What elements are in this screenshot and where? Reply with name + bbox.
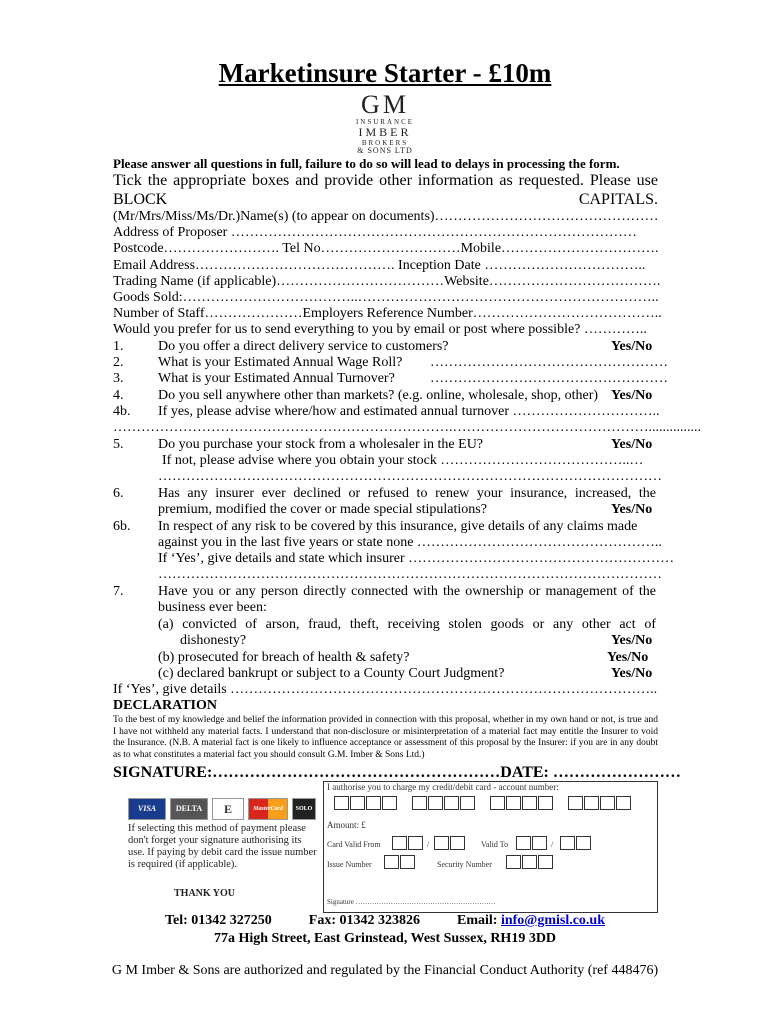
signature-field[interactable]: Signature ……………………………………………………: [327, 898, 496, 906]
question-number: 1.: [113, 339, 124, 354]
card-authorise-label: I authorise you to charge my credit/debit card - account number:: [327, 782, 559, 792]
question-7-text-2: business ever been:: [158, 600, 267, 615]
account-number-box[interactable]: [444, 796, 459, 810]
question-5-yes-no[interactable]: Yes/No: [611, 437, 653, 452]
account-number-box[interactable]: [506, 796, 521, 810]
declaration-heading: DECLARATION: [113, 698, 217, 713]
form-title: Marketinsure Starter - £10m: [218, 58, 552, 88]
question-7-text: Have you or any person directly connected with the ownership or management of the: [158, 584, 656, 599]
question-7b-yes-no[interactable]: Yes/No: [607, 650, 649, 665]
account-number-box[interactable]: [616, 796, 631, 810]
logo-insurance: INSURANCE: [355, 118, 415, 126]
account-number-box[interactable]: [600, 796, 615, 810]
security-number-box[interactable]: [506, 855, 521, 869]
question-number: 4b.: [113, 404, 131, 419]
valid-from-box[interactable]: [408, 836, 423, 850]
valid-from-box[interactable]: [434, 836, 449, 850]
valid-to-box[interactable]: [532, 836, 547, 850]
question-5-text: Do you purchase your stock from a wholesaler in the EU?: [158, 437, 484, 452]
question-4-yes-no[interactable]: Yes/No: [611, 388, 653, 403]
issue-number-label: Issue Number: [327, 860, 372, 869]
account-number-box[interactable]: [412, 796, 427, 810]
account-number-box[interactable]: [584, 796, 599, 810]
question-6b-text-2[interactable]: against you in the last five years or state none ……………………………………………..: [158, 535, 662, 550]
logo-gm: GM: [361, 90, 409, 119]
question-number: 3.: [113, 371, 124, 386]
telephone: Tel: 01342 327250: [164, 913, 272, 928]
goods-sold-field[interactable]: Goods Sold:………………………………..………………………………………………………..: [113, 290, 659, 305]
account-number-box[interactable]: [334, 796, 349, 810]
company-logo: [320, 92, 450, 155]
mastercard-logo: MasterCard: [248, 798, 288, 820]
logo-sons: & SONS LTD: [357, 146, 413, 155]
question-6-text-2: premium, modified the cover or made special stipulations?: [158, 502, 487, 517]
electron-logo: E: [212, 798, 244, 820]
question-number: 5.: [113, 437, 124, 452]
slash-separator: /: [551, 840, 554, 849]
question-3-answer-field[interactable]: ……………………………………………: [430, 371, 668, 386]
question-6b-text-3[interactable]: If ‘Yes’, give details and state which insurer …………………………………………………: [158, 551, 675, 566]
account-number-box[interactable]: [428, 796, 443, 810]
issue-number-box[interactable]: [384, 855, 399, 869]
fca-statement: G M Imber & Sons are authorized and regulated by the Financial Conduct Authority (ref 448476): [111, 963, 659, 978]
account-number-box[interactable]: [382, 796, 397, 810]
question-4b-continuation[interactable]: ……………………………………………………………….……………………………………...............: [113, 420, 701, 435]
question-4b-text[interactable]: If yes, please advise where/how and estimated annual turnover …………………………..: [158, 404, 660, 419]
question-number: 6b.: [113, 519, 131, 534]
signature-date-line[interactable]: SIGNATURE:………………………………………………DATE: ……………………: [113, 764, 681, 781]
address-field[interactable]: Address of Proposer ……………………………………………………………………………: [113, 225, 637, 240]
delta-logo: DELTA: [170, 798, 208, 820]
question-6b-text: In respect of any risk to be covered by this insurance, give details of any claims made: [158, 519, 638, 534]
declaration-text: To the best of my knowledge and belief the information provided in connection with this proposal, whether in my own hand or not, is true and I have not withheld any material facts. I understand that non-disclosure or misinterpretation of a material fact may entitle the Insurer to void the Insurance. (N.B. A material fact is one likely to influence acceptance or assessment of this proposal by the Insurer: if you are in any doubt as to what constitutes a material fact you should consult G.M. Imber & Sons Ltd.): [113, 715, 658, 760]
slash-separator: /: [427, 840, 430, 849]
question-number: 2.: [113, 355, 124, 370]
account-number-box[interactable]: [490, 796, 505, 810]
question-7a-yes-no[interactable]: Yes/No: [611, 633, 653, 648]
logo-brokers: BROKERS: [361, 139, 409, 147]
valid-to-label: Valid To: [481, 840, 509, 849]
account-number-box[interactable]: [522, 796, 537, 810]
trading-website-field[interactable]: Trading Name (if applicable)………………………………Website……………………………….: [113, 274, 661, 289]
security-number-box[interactable]: [538, 855, 553, 869]
valid-from-label: Card Valid From: [327, 840, 381, 849]
question-5-continuation[interactable]: ………………………………………………………………………………………………: [158, 469, 662, 484]
question-2-text: What is your Estimated Annual Wage Roll?: [158, 355, 403, 370]
postcode-tel-mobile-field[interactable]: Postcode……………………. Tel No…………………………Mobile…………………………….: [113, 241, 659, 256]
name-field[interactable]: (Mr/Mrs/Miss/Ms/Dr.)Name(s) (to appear on documents)…………………………………………: [113, 209, 659, 224]
question-7a-text: (a) convicted of arson, fraud, theft, receiving stolen goods or any other act of: [158, 617, 656, 632]
question-5-sub[interactable]: If not, please advise where you obtain your stock …………………………………..…: [162, 453, 644, 468]
if-yes-details-field[interactable]: If ‘Yes’, give details ………………………………………………………………………………..: [113, 682, 658, 697]
form-notice: Please answer all questions in full, failure to do so will lead to delays in processing the form.: [113, 156, 620, 171]
question-1-yes-no[interactable]: Yes/No: [611, 339, 653, 354]
issue-number-box[interactable]: [400, 855, 415, 869]
amount-label: Amount: £: [327, 820, 366, 830]
question-4-text: Do you sell anywhere other than markets? (e.g. online, wholesale, shop, other): [158, 388, 599, 403]
question-number: 4.: [113, 388, 124, 403]
question-7c-text: (c) declared bankrupt or subject to a County Court Judgment?: [158, 666, 505, 681]
account-number-box[interactable]: [538, 796, 553, 810]
fax: Fax: 01342 323826: [308, 913, 421, 928]
valid-to-box[interactable]: [516, 836, 531, 850]
instruction-text: Tick the appropriate boxes and provide other information as requested. Please use BLOCK CAPITALS.: [113, 172, 658, 208]
security-number-label: Security Number: [437, 860, 492, 869]
visa-logo: VISA: [128, 798, 166, 820]
question-number: 6.: [113, 486, 124, 501]
account-number-box[interactable]: [568, 796, 583, 810]
question-6b-continuation[interactable]: ………………………………………………………………………………………………: [158, 567, 662, 582]
solo-logo: SOLO: [292, 798, 316, 820]
valid-from-box[interactable]: [392, 836, 407, 850]
email-link[interactable]: info@gmisl.co.uk: [500, 913, 606, 928]
contact-line: [0, 913, 770, 929]
question-2-answer-field[interactable]: ……………………………………………: [430, 355, 668, 370]
thank-you: THANK YOU: [174, 888, 236, 899]
question-1-text: Do you offer a direct delivery service to customers?: [158, 339, 449, 354]
question-3-text: What is your Estimated Annual Turnover?: [158, 371, 395, 386]
card-payment-box: [323, 781, 658, 913]
office-address: 77a High Street, East Grinstead, West Sussex, RH19 3DD: [213, 931, 557, 946]
valid-from-box[interactable]: [450, 836, 465, 850]
email-label: Email:: [457, 913, 498, 928]
account-number-box[interactable]: [460, 796, 475, 810]
email-inception-field[interactable]: Email Address……………………………………. Inception Date ……………………………..: [113, 258, 646, 273]
account-number-box[interactable]: [366, 796, 381, 810]
question-number: 7.: [113, 584, 124, 599]
question-7c-yes-no[interactable]: Yes/No: [611, 666, 653, 681]
question-6-text: Has any insurer ever declined or refused to renew your insurance, increased, the: [158, 486, 656, 501]
valid-to-box[interactable]: [576, 836, 591, 850]
staff-ern-field[interactable]: Number of Staff…………………Employers Reference Number…………………………………..: [113, 306, 662, 321]
account-number-box[interactable]: [350, 796, 365, 810]
valid-to-box[interactable]: [560, 836, 575, 850]
logo-imber: IMBER: [358, 125, 412, 139]
question-7a-text-2: dishonesty?: [180, 633, 247, 648]
contact-preference-field[interactable]: Would you prefer for us to send everything to you by email or post where possible? …………..: [113, 322, 647, 337]
security-number-box[interactable]: [522, 855, 537, 869]
question-6-yes-no[interactable]: Yes/No: [611, 502, 653, 517]
payment-note: If selecting this method of payment please don't forget your signature authorising its use. If paying by debit card the issue number is required (if applicable).: [128, 823, 317, 870]
question-7b-text: (b) prosecuted for breach of health & safety?: [158, 650, 410, 665]
